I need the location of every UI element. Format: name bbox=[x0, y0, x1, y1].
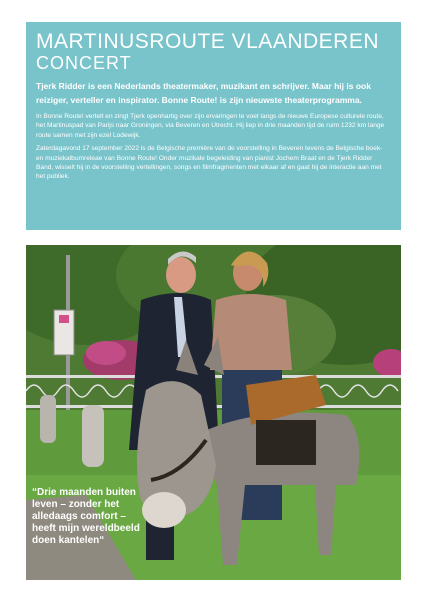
pull-quote: “Drie maanden buiten leven – zonder het alledaags comfort – heeft mijn wereldbeeld doen kantelen“ bbox=[32, 487, 140, 546]
body-paragraph-1: In Bonne Route! vertelt en zingt Tjerk openhartig over zijn ervaringen te voet langs de nieuwe Europese culturele route, het Martinuspad van Parijs naar Groningen, via Beveren en Utrecht. Hij liep in drie maanden tijd de ruim 1232 km lange route samen met zijn ezel Lodewijk. bbox=[36, 113, 385, 139]
lead-paragraph: Tjerk Ridder is een Nederlands theatermaker, muzikant en schrijver. Maar hij is ook reiziger, verteller en inspirator. Bonne Route! is zijn nieuwste theaterprogramma. bbox=[36, 81, 371, 105]
body-paragraph-2: Zaterdagavond 17 september 2022 is de Belgische première van de voorstelling in Beveren tevens de Belgische boek- en muziekalbumreleae van Bonne Route! Onder muzikale begeleiding van pianist Jochem Braat en de Tjerk Ridder Band, wisselt hij in de voorstelling vertellingen, songs en filmfragmenten met elkaar af en gaat hij de interactie aan met het publiek. bbox=[36, 145, 383, 181]
intro-panel bbox=[26, 22, 401, 230]
photo-men-with-donkey bbox=[26, 245, 401, 580]
page-title: MARTINUSROUTE VLAANDEREN bbox=[36, 30, 379, 53]
page-subtitle: CONCERT bbox=[36, 53, 132, 73]
